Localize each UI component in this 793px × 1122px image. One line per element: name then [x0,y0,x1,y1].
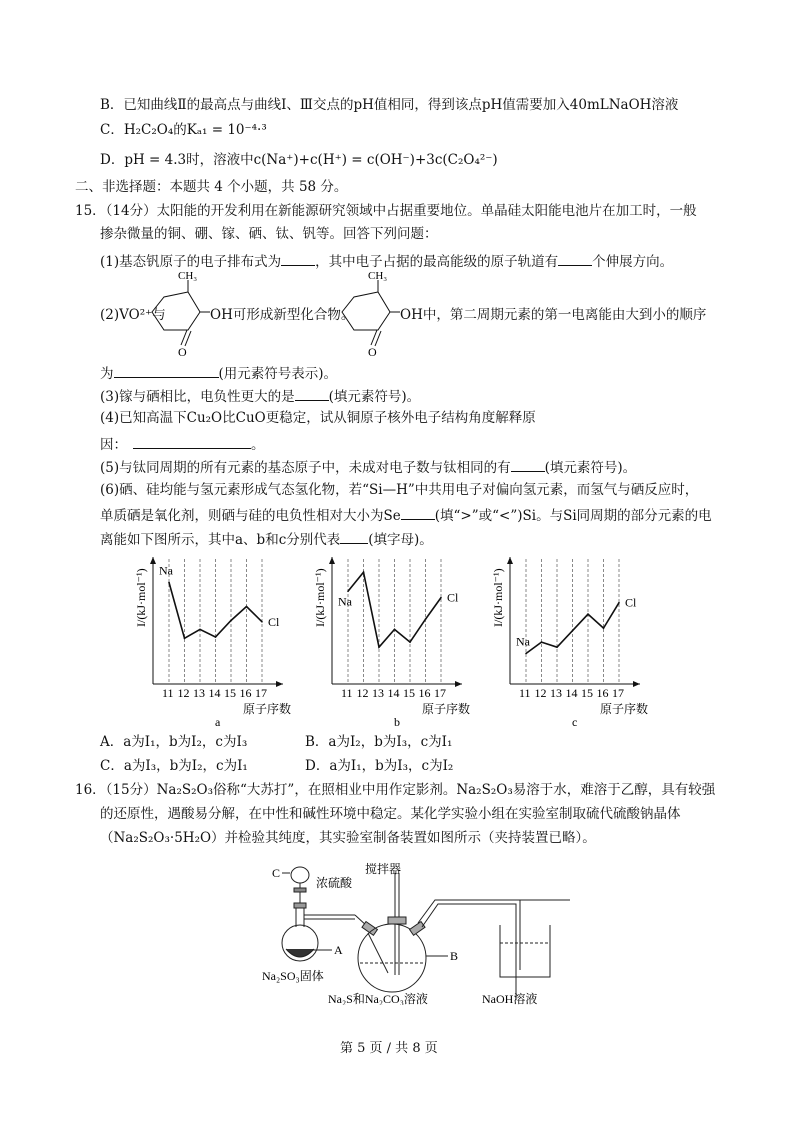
q15-intro: 15．（14分）太阳能的开发利用在新能源研究领域中占据重要地位。单晶硅太阳能电池片在加工时，一般 [75,203,697,219]
option-d: D．pH = 4.3时，溶液中c(Na⁺)+c(H⁺) = c(OH⁻)+3c(C₂O₄²⁻) [100,152,498,168]
text: (1)基态钒原子的电子排布式为 [100,254,282,270]
text: 为 [100,366,114,382]
q16-line-2: 的还原性，遇酸易分解，在中性和碱性环境中稳定。某化学实验小组在实验室制取硫代硫酸钠晶体 [100,806,681,822]
q16-line-1: 16．（15分）Na₂S₂O₃俗称“大苏打”，在照相业中用作定影剂。Na₂S₂O₃易溶于水，难溶于乙醇，具有较强 [75,782,716,798]
x-tick-label: 15 [581,686,593,700]
x-tick-label: 12 [177,686,190,700]
label-c: C [272,866,281,880]
o-label: O [178,345,187,357]
q15-part6-b [100,505,712,525]
page-footer: 第 5 页 / 共 8 页 [340,1041,438,1056]
answer-blank[interactable] [558,251,592,266]
x-tick-label: 14 [208,686,221,700]
text: 中，第二周期元素的第一电离能由大到小的顺序 [422,307,707,323]
ch3-label: CH₃ [178,272,198,282]
q15-part2-d [100,363,337,383]
text: (用元素符号表示)。 [218,366,338,382]
x-tick-label: 12 [356,686,369,700]
text: 单质硒是氧化剂，则硒与硅的电负性相对大小为Se [100,508,401,524]
x-tick-label: 11 [519,686,531,700]
x-tick-label: 11 [162,686,174,700]
x-tick-label: 16 [596,686,609,700]
label-solution: Na₂S和Na₂CO₃溶液 [328,992,428,1005]
label-solid: Na₂SO₃固体 [262,969,324,983]
point-label: Na [159,563,173,578]
x-tick-label: 16 [418,686,431,700]
apparatus-diagram [250,855,570,1005]
x-axis-label: 原子序数 [243,702,292,716]
q15-part5 [100,457,636,477]
q15-part4: (4)已知高温下Cu₂O比CuO更稳定，试从铜原子核外电子结构角度解释原 [100,410,536,426]
q15-option-a[interactable]: A．a为I₁，b为I₂，c为I₃ [100,734,248,750]
q15-part2-c [400,306,706,324]
text: (填字母)。 [368,532,433,548]
option-b: B．已知曲线Ⅱ的最高点与曲线Ⅰ、Ⅲ交点的pH值相同，得到该点pH值需要加入40mLNaOH溶液 [100,97,679,113]
text: (填“>”或“<”)Si。与Si同周期的部分元素的电 [434,508,712,524]
answer-blank[interactable] [114,363,219,378]
x-tick-label: 13 [193,686,205,700]
q15-part4-b [100,434,265,454]
x-tick-label: 15 [224,686,236,700]
x-tick-label: 14 [565,686,578,700]
x-tick-label: 17 [255,686,267,700]
x-tick-label: 17 [612,686,624,700]
x-axis-arrow [276,681,283,687]
x-tick-label: 15 [403,686,415,700]
label-acid: 浓硫酸 [316,876,353,890]
answer-blank[interactable] [295,386,329,401]
x-axis-arrow [633,681,640,687]
x-tick-label: 17 [434,686,446,700]
chart-caption: a [215,715,221,729]
y-axis-arrow [507,557,513,564]
ionization-energy-charts [0,545,793,730]
q15-part6: (6)硒、硅均能与氢元素形成气态氢化物，若“Si—H”中共用电子对偏向氢元素，而氢气与硒反应时， [100,482,699,498]
section-heading: 二、非选择题：本题共 4 个小题，共 58 分。 [75,179,348,195]
y-axis-arrow [150,557,156,564]
y-axis-arrow [329,557,335,564]
answer-blank[interactable] [401,505,435,520]
x-tick-label: 13 [550,686,562,700]
molecule-structure-2 [330,272,400,357]
x-axis-label: 原子序数 [422,702,471,716]
point-label: Cl [447,590,459,605]
chart-caption: b [394,715,400,729]
q15-part1 [100,251,673,271]
label-naoh: NaOH溶液 [482,992,538,1005]
dropping-funnel [291,867,309,883]
x-tick-label: 16 [239,686,252,700]
oh-label: OH [400,307,423,323]
text: 个伸展方向。 [592,254,674,270]
text: (填元素符号)。 [328,389,421,405]
answer-blank[interactable] [281,251,315,266]
x-tick-label: 11 [341,686,353,700]
q15-part3 [100,386,420,406]
label-b: B [450,949,459,963]
point-label: Cl [268,614,280,629]
molecule-structure-1 [140,272,210,357]
x-axis-label: 原子序数 [600,702,649,716]
x-tick-label: 13 [372,686,384,700]
oh-label: OH [210,307,233,323]
y-axis-label: I/(kJ·mol⁻¹) [134,568,148,627]
q15-part2-a: (2)VO²⁺与 [100,307,166,323]
text: (填元素符号)。 [544,460,637,476]
q15-option-d[interactable]: D．a为I₁，b为I₃，c为I₂ [305,758,454,774]
text: (5)与钛同周期的所有元素的基态原子中，未成对电子数与钛相同的有 [100,460,511,476]
answer-blank[interactable] [340,529,368,544]
answer-blank[interactable] [511,457,545,472]
text: (3)镓与硒相比，电负性更大的是 [100,389,295,405]
text: 因： [100,437,127,453]
x-tick-label: 14 [387,686,400,700]
y-axis-label: I/(kJ·mol⁻¹) [313,568,327,627]
x-axis-arrow [455,681,462,687]
point-label: Na [516,634,530,649]
option-c: C．H₂C₂O₄的Kₐ₁ = 10⁻⁴·³ [100,122,267,138]
q15-option-b[interactable]: B．a为I₂，b为I₃，c为I₁ [305,734,453,750]
x-tick-label: 12 [534,686,547,700]
q16-line-3: （Na₂S₂O₃·5H₂O）并检验其纯度，其实验室制备装置如图所示（夹持装置已略）。 [100,830,596,846]
text: 离能如下图所示，其中a、b和c分别代表 [100,532,341,548]
text: ，其中电子占据的最高能级的原子轨道有 [315,254,559,270]
o-label: O [368,345,377,357]
point-label: Na [338,594,352,609]
text: 。 [251,437,265,453]
text: 可形成新型化合物。 [232,307,355,323]
point-label: Cl [625,595,637,610]
q15-option-c[interactable]: C．a为I₃，b为I₂，c为I₁ [100,758,248,774]
chart-caption: c [572,715,578,729]
y-axis-label: I/(kJ·mol⁻¹) [491,568,505,627]
answer-blank[interactable] [133,434,251,449]
label-stirrer: 搅拌器 [365,862,402,876]
q15-intro-2: 掺杂微量的铜、硼、镓、硒、钛、钒等。回答下列问题： [100,226,438,242]
ch3-label: CH₃ [368,272,388,282]
label-a: A [334,943,343,957]
